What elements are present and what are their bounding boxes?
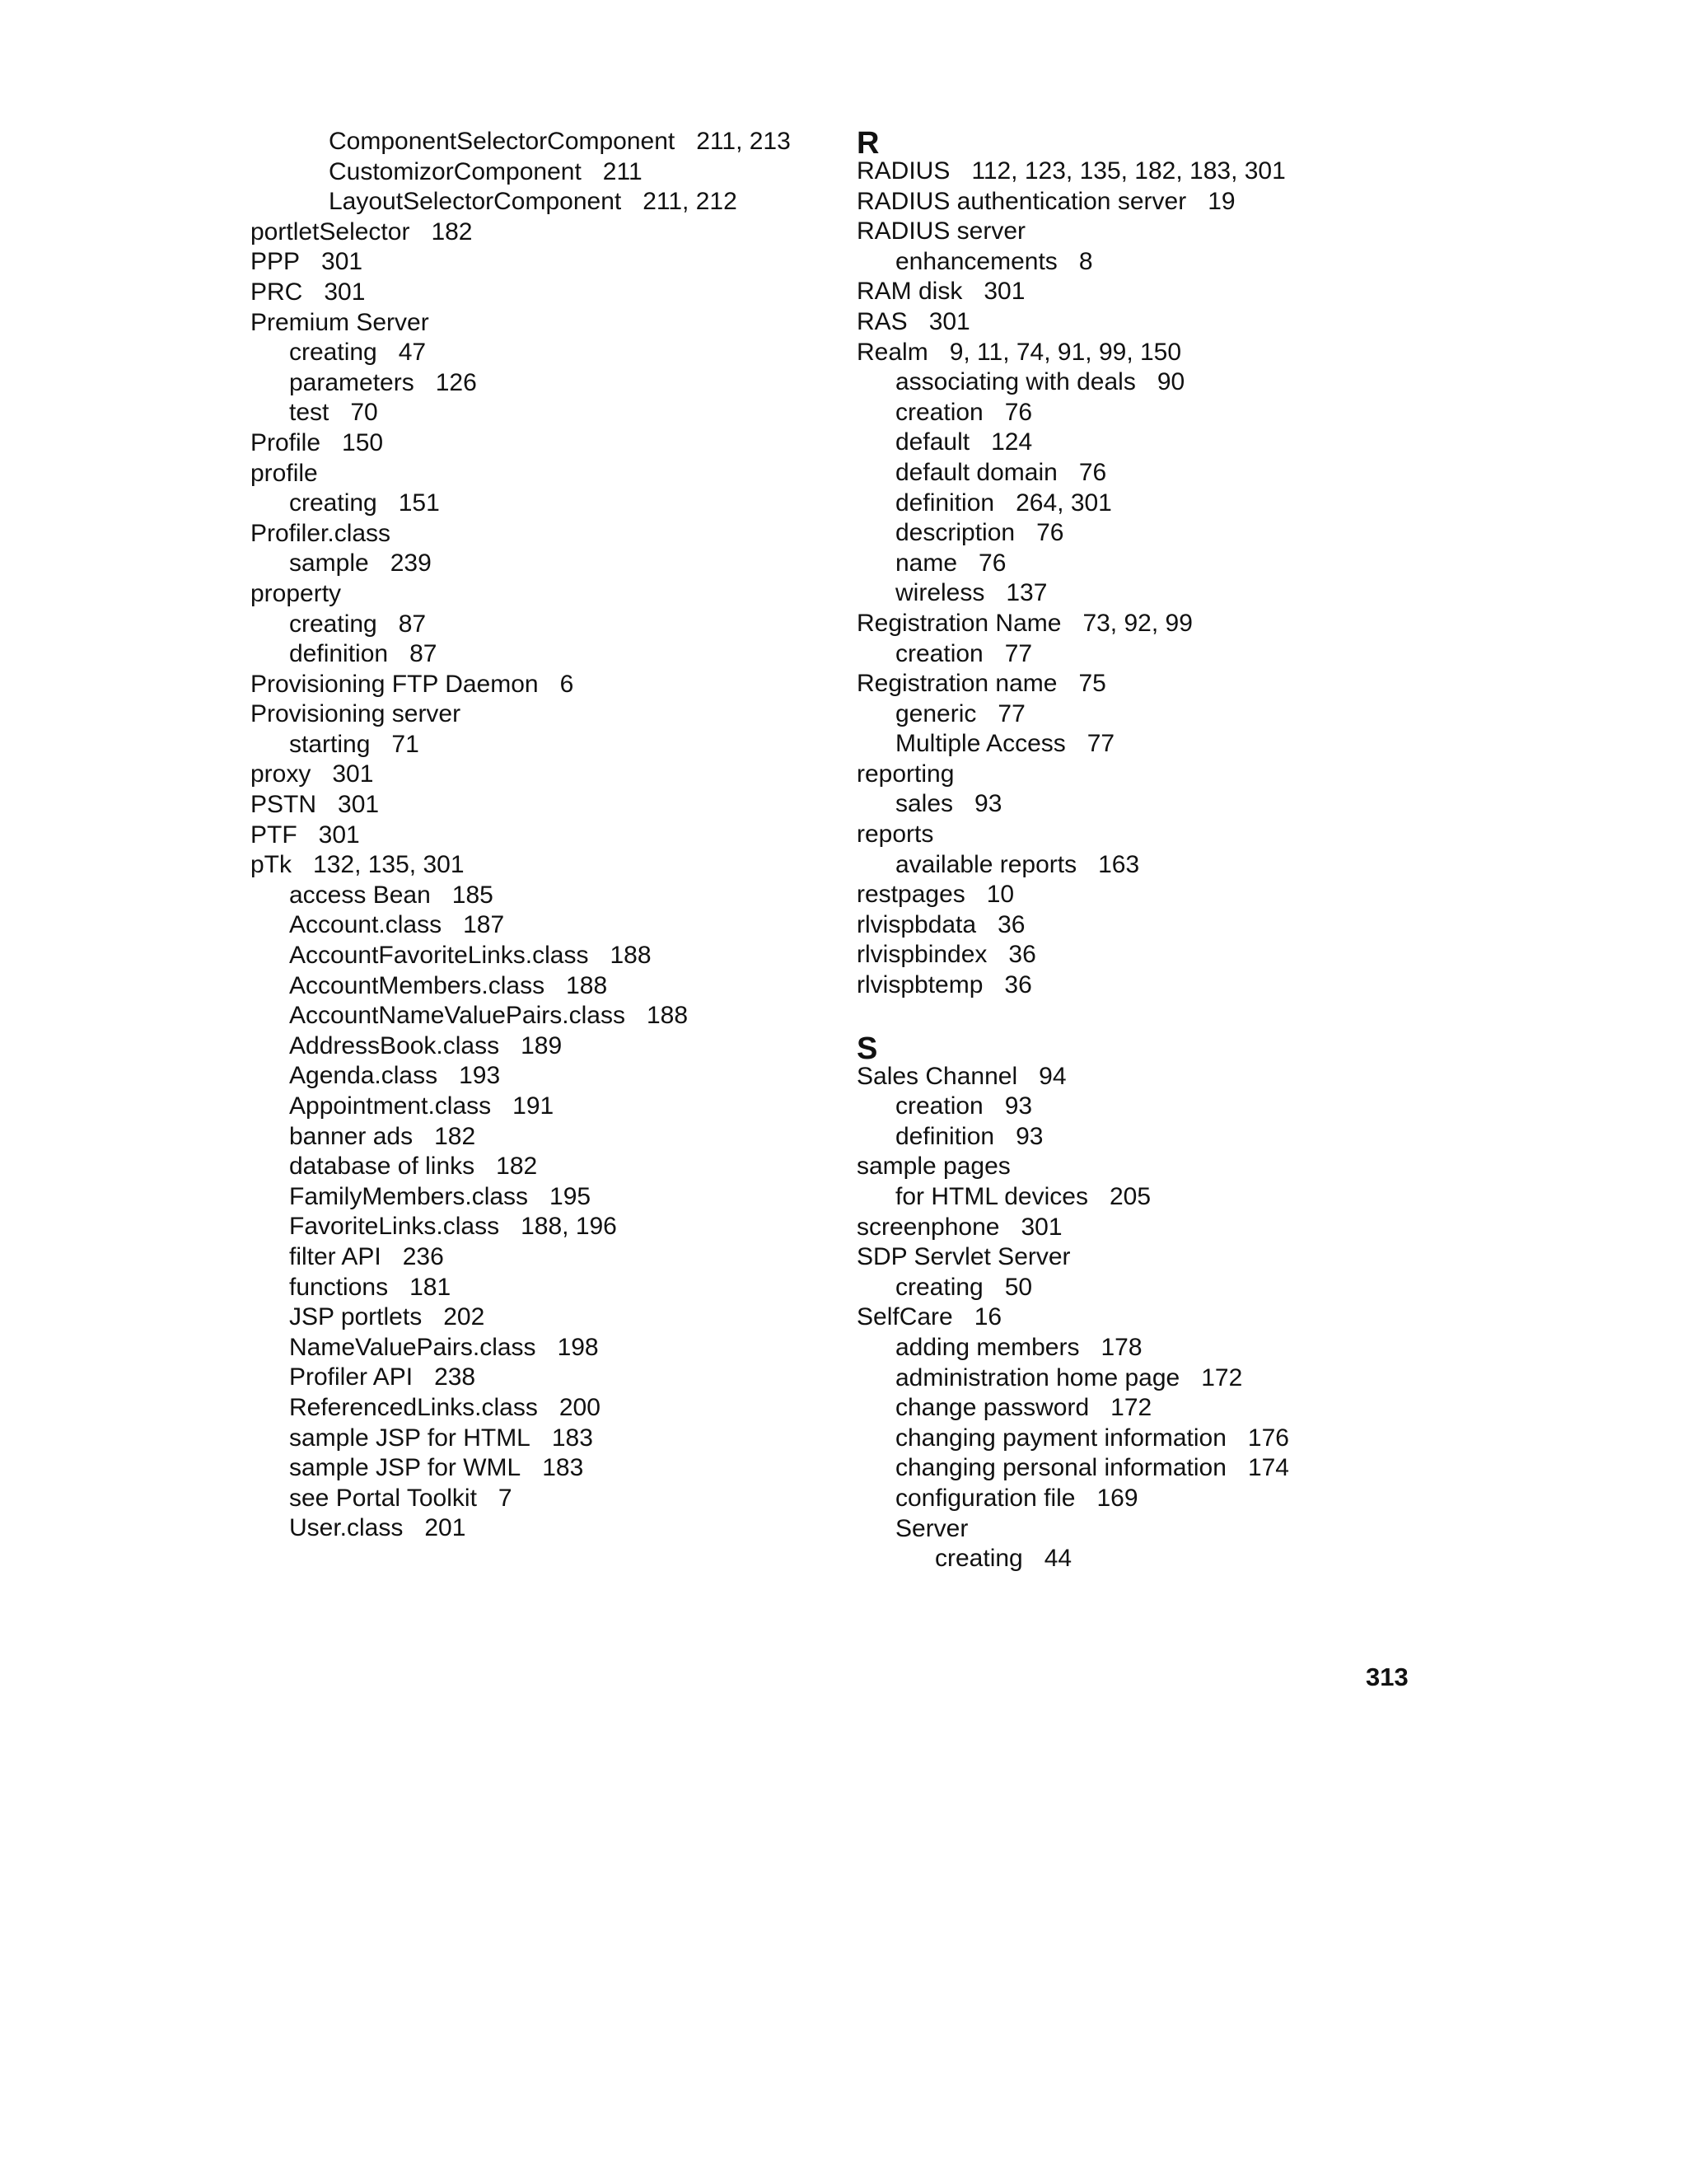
index-term: RAM disk [857, 278, 963, 306]
index-page-refs: 189 [521, 1031, 563, 1059]
index-term: reporting [857, 760, 955, 788]
index-entry [857, 760, 1384, 790]
index-page-refs: 182 [434, 1122, 476, 1150]
index-page-refs: 112, 123, 135, 182, 183, 301 [971, 157, 1286, 185]
index-term: ComponentSelectorComponent [329, 128, 675, 155]
index-term: Registration name [857, 670, 1058, 698]
index-entry [857, 307, 1384, 338]
index-entry [857, 699, 1384, 730]
index-term: test [289, 399, 329, 427]
index-term: sample JSP for WML [289, 1454, 521, 1482]
index-page-refs: 202 [443, 1303, 485, 1331]
index-entry [250, 1061, 844, 1092]
index-term: see Portal Toolkit [289, 1484, 477, 1512]
index-term: changing personal information [895, 1454, 1227, 1482]
index-entry [250, 1273, 844, 1303]
index-entry [250, 639, 844, 670]
index-term: functions [289, 1273, 389, 1301]
index-entry [250, 1484, 844, 1514]
index-term: Provisioning server [250, 700, 461, 728]
index-term: creating [289, 610, 377, 638]
index-entry [857, 518, 1384, 549]
index-page-refs: 188 [610, 942, 652, 970]
index-entry [250, 760, 844, 790]
index-entry [250, 187, 844, 217]
index-page-refs: 301 [324, 278, 366, 306]
index-term: CustomizorComponent [329, 157, 582, 185]
index-term: banner ads [289, 1122, 414, 1150]
index-entry [857, 1544, 1384, 1574]
index-page-refs: 301 [1021, 1213, 1063, 1241]
index-term: generic [895, 699, 977, 727]
index-term: definition [895, 489, 995, 517]
index-page-refs: 137 [1006, 579, 1048, 607]
index-page-refs: 9, 11, 74, 91, 99, 150 [949, 338, 1182, 366]
index-page-refs: 77 [1087, 730, 1115, 758]
index-page-refs: 47 [398, 339, 427, 367]
index-term: changing payment information [895, 1424, 1227, 1452]
index-column-left [250, 127, 844, 1544]
index-term: creating [289, 339, 377, 367]
index-entry [250, 1001, 844, 1031]
index-page-refs: 10 [986, 881, 1015, 909]
index-entry [250, 1212, 844, 1242]
index-term: Server [895, 1514, 969, 1542]
index-page-refs: 132, 135, 301 [313, 851, 465, 879]
index-page-refs: 182 [496, 1153, 538, 1181]
index-page-refs: 181 [409, 1273, 451, 1301]
index-term: default [895, 428, 970, 456]
index-entry [250, 670, 844, 700]
index-page-refs: 172 [1110, 1394, 1152, 1422]
index-entry [857, 910, 1384, 941]
index-page-refs: 75 [1078, 670, 1106, 698]
index-page-refs: 19 [1208, 187, 1236, 215]
index-term: JSP portlets [289, 1303, 423, 1331]
index-entry [857, 428, 1384, 458]
index-entry [250, 459, 844, 489]
index-entry [857, 820, 1384, 850]
index-page-refs: 238 [434, 1363, 476, 1391]
index-page-refs: 205 [1109, 1183, 1152, 1210]
index-entry [857, 338, 1384, 368]
index-page-refs: 185 [451, 881, 493, 909]
index-entry [857, 1242, 1384, 1273]
index-term: property [250, 579, 342, 607]
index-entry [857, 729, 1384, 760]
index-entry [250, 821, 844, 851]
index-entry [250, 489, 844, 519]
index-page-refs: 163 [1098, 850, 1140, 878]
index-entry [250, 217, 844, 248]
index-entry [857, 880, 1384, 910]
index-term: starting [289, 730, 371, 758]
index-entry [857, 1363, 1384, 1394]
index-page-refs: 211, 213 [696, 128, 791, 155]
index-page-refs: 191 [512, 1092, 554, 1120]
index-entry [250, 1363, 844, 1393]
index-page-refs: 151 [398, 489, 440, 517]
index-term: PPP [250, 248, 301, 276]
index-entry [250, 790, 844, 821]
index-entry [250, 730, 844, 760]
index-page-refs: 178 [1101, 1333, 1143, 1361]
index-entry [857, 549, 1384, 579]
index-entry [250, 308, 844, 339]
index-page-refs: 16 [974, 1303, 1002, 1331]
index-page-refs: 174 [1247, 1454, 1289, 1482]
index-entry [857, 1273, 1384, 1303]
index-entry [857, 1514, 1384, 1545]
index-entry [857, 458, 1384, 489]
index-term: access Bean [289, 881, 431, 909]
index-entry [857, 277, 1384, 307]
index-term: PTF [250, 821, 297, 849]
index-entry [250, 1242, 844, 1273]
index-page-refs: 301 [984, 278, 1026, 306]
index-page-refs: 301 [318, 821, 360, 849]
index-page-refs: 126 [435, 368, 477, 396]
index-page-refs: 176 [1247, 1424, 1289, 1452]
index-page-refs: 87 [398, 610, 427, 638]
index-term: definition [895, 1122, 995, 1150]
index-entry [250, 881, 844, 911]
index-entry [250, 1424, 844, 1454]
index-entry [857, 1152, 1384, 1182]
index-column-right [857, 127, 1384, 1574]
index-entry [250, 549, 844, 579]
index-entry [857, 1122, 1384, 1153]
index-term: Premium Server [250, 308, 429, 336]
index-term: Profile [250, 428, 321, 456]
section-letter: R [857, 126, 880, 161]
index-page-refs: 211, 212 [643, 188, 737, 216]
index-page-refs: 70 [350, 399, 378, 427]
index-term: User.class [289, 1514, 404, 1542]
index-term: wireless [895, 579, 985, 607]
index-page-refs: 169 [1096, 1484, 1138, 1512]
index-page-refs: 183 [542, 1454, 584, 1482]
index-term: default domain [895, 458, 1058, 486]
index-page-refs: 71 [391, 730, 419, 758]
index-page-refs: 6 [559, 670, 574, 698]
index-term: restpages [857, 881, 965, 909]
index-page-refs: 301 [321, 248, 363, 276]
index-page-refs: 50 [1004, 1273, 1033, 1301]
index-page-refs: 188 [566, 971, 608, 999]
index-term: SelfCare [857, 1303, 953, 1331]
index-entry [857, 247, 1384, 278]
index-page-refs: 150 [342, 428, 384, 456]
index-term: PRC [250, 278, 303, 306]
index-term: rlvispbindex [857, 941, 988, 969]
index-term: Realm [857, 338, 928, 366]
index-entry [857, 578, 1384, 609]
index-page-refs: 90 [1157, 368, 1185, 396]
index-entry [250, 1182, 844, 1213]
index-page-refs: 94 [1039, 1062, 1067, 1090]
index-entry [250, 1333, 844, 1363]
index-entry [857, 489, 1384, 519]
index-term: AccountMembers.class [289, 971, 545, 999]
index-term: portletSelector [250, 217, 410, 246]
index-term: Profiler API [289, 1363, 414, 1391]
index-page-refs: 76 [1004, 398, 1033, 426]
index-term: creation [895, 639, 984, 667]
index-term: rlvispbdata [857, 910, 977, 938]
index-entry [857, 639, 1384, 670]
index-page-refs: 77 [1004, 639, 1033, 667]
index-entry [857, 367, 1384, 398]
index-term: sample JSP for HTML [289, 1424, 530, 1452]
index-entry [250, 1513, 844, 1544]
index-entry [250, 1152, 844, 1182]
index-entry [857, 1393, 1384, 1424]
index-entry [857, 1453, 1384, 1484]
index-entry [250, 610, 844, 640]
index-term: Multiple Access [895, 730, 1066, 758]
index-page-refs: 187 [463, 911, 505, 939]
index-term: AddressBook.class [289, 1031, 500, 1059]
index-term: filter API [289, 1242, 381, 1270]
index-entry [250, 941, 844, 971]
index-page-refs: 183 [551, 1424, 593, 1452]
index-term: SDP Servlet Server [857, 1243, 1071, 1271]
index-term: RADIUS [857, 157, 951, 185]
index-entry [857, 1182, 1384, 1213]
index-page-refs: 236 [402, 1242, 444, 1270]
index-entry [250, 368, 844, 399]
index-term: Agenda.class [289, 1062, 438, 1090]
index-entry [250, 850, 844, 881]
index-entry [857, 850, 1384, 881]
index-entry [857, 217, 1384, 247]
index-term: sample [289, 550, 369, 578]
index-page-refs: 124 [991, 428, 1033, 456]
page-number: 313 [1366, 1663, 1409, 1691]
index-page-refs: 7 [498, 1484, 512, 1512]
index-entry [250, 1031, 844, 1062]
index-page-refs: 301 [928, 307, 970, 335]
index-entry [250, 338, 844, 368]
index-term: creation [895, 398, 984, 426]
index-term: RAS [857, 307, 908, 335]
index-entry [250, 1302, 844, 1333]
index-entry [250, 971, 844, 1002]
index-term: AccountNameValuePairs.class [289, 1002, 625, 1030]
index-term: definition [289, 640, 389, 668]
index-page-refs: 76 [979, 549, 1007, 577]
index-term: creating [895, 1273, 984, 1301]
index-term: sample pages [857, 1153, 1011, 1181]
index-entry [857, 398, 1384, 428]
index-entry [250, 910, 844, 941]
index-entry [857, 1302, 1384, 1333]
index-term: enhancements [895, 247, 1058, 275]
index-term: change password [895, 1394, 1090, 1422]
index-entry [857, 970, 1384, 1001]
index-page-refs: 36 [1008, 941, 1036, 969]
index-page-refs: 36 [998, 910, 1026, 938]
index-term: screenphone [857, 1213, 1000, 1241]
index-entry [250, 1393, 844, 1424]
index-entry [857, 1424, 1384, 1454]
index-page-refs: 188 [646, 1002, 689, 1030]
index-term: Appointment.class [289, 1092, 492, 1120]
index-entry [857, 1484, 1384, 1514]
index-term: parameters [289, 368, 414, 396]
section-gap [857, 1001, 1384, 1032]
index-entry [250, 278, 844, 308]
index-entry [857, 1333, 1384, 1363]
index-term: proxy [250, 760, 311, 788]
index-term: rlvispbtemp [857, 971, 984, 999]
index-page-refs: 172 [1201, 1363, 1243, 1391]
index-entry [857, 789, 1384, 820]
index-page-refs: 76 [1036, 519, 1064, 547]
index-term: PSTN [250, 791, 317, 819]
index-term: associating with deals [895, 368, 1136, 396]
index-term: description [895, 519, 1016, 547]
index-entry [857, 1062, 1384, 1092]
index-page-refs: 93 [974, 790, 1002, 818]
index-term: Registration Name [857, 609, 1062, 637]
index-page-refs: 201 [424, 1514, 466, 1542]
index-term: creation [895, 1092, 984, 1120]
index-term: administration home page [895, 1363, 1180, 1391]
index-term: pTk [250, 851, 292, 879]
index-entry [250, 699, 844, 730]
index-page-refs: 301 [338, 791, 380, 819]
index-term: AccountFavoriteLinks.class [289, 942, 589, 970]
index-entry [857, 669, 1384, 699]
index-entry [857, 1092, 1384, 1122]
index-entry [250, 1453, 844, 1484]
index-entry [250, 1092, 844, 1122]
index-term: adding members [895, 1333, 1080, 1361]
index-entry [250, 247, 844, 278]
index-term: RADIUS server [857, 217, 1026, 246]
index-term: database of links [289, 1153, 475, 1181]
index-page-refs: 76 [1078, 458, 1107, 486]
index-page-refs: 44 [1044, 1545, 1072, 1573]
index-term: ReferencedLinks.class [289, 1393, 538, 1421]
index-entry [857, 1213, 1384, 1243]
index-entry [250, 398, 844, 428]
index-term: available reports [895, 850, 1077, 878]
index-page-refs: 301 [332, 760, 374, 788]
index-term: for HTML devices [895, 1183, 1088, 1210]
index-page-refs: 198 [557, 1333, 599, 1361]
index-entry [857, 609, 1384, 639]
index-page-refs: 188, 196 [521, 1213, 617, 1241]
index-page-refs: 93 [1004, 1092, 1033, 1120]
index-page-refs: 195 [549, 1182, 591, 1210]
index-term: reports [857, 821, 934, 849]
index-entry [250, 428, 844, 459]
index-entry [250, 579, 844, 610]
index-entry [250, 127, 844, 157]
index-entry [250, 519, 844, 550]
index-term: NameValuePairs.class [289, 1333, 536, 1361]
index-page-refs: 200 [558, 1393, 600, 1421]
index-term: FavoriteLinks.class [289, 1213, 500, 1241]
index-term: Sales Channel [857, 1062, 1018, 1090]
index-page-refs: 239 [390, 550, 432, 578]
index-term: LayoutSelectorComponent [329, 188, 622, 216]
index-term: creating [935, 1545, 1023, 1573]
index-term: Provisioning FTP Daemon [250, 670, 539, 698]
index-term: FamilyMembers.class [289, 1182, 529, 1210]
index-page-refs: 73, 92, 99 [1082, 609, 1193, 637]
index-page-refs: 77 [998, 699, 1026, 727]
index-page-refs: 211 [602, 157, 643, 185]
index-term: creating [289, 489, 377, 517]
index-term: RADIUS authentication server [857, 187, 1187, 215]
index-term: Account.class [289, 911, 442, 939]
index-entry [857, 187, 1384, 217]
section-letter: S [857, 1031, 878, 1066]
index-page-refs: 193 [459, 1062, 501, 1090]
index-page-refs: 36 [1004, 971, 1032, 999]
index-term: configuration file [895, 1484, 1076, 1512]
index-page-refs: 8 [1078, 247, 1093, 275]
index-term: name [895, 549, 958, 577]
index-term: sales [895, 790, 954, 818]
index-page-refs: 182 [431, 217, 473, 246]
index-page-refs: 87 [409, 640, 437, 668]
index-term: Profiler.class [250, 519, 391, 547]
index-entry [250, 1122, 844, 1153]
index-term: profile [250, 459, 318, 487]
index-page-refs: 93 [1016, 1122, 1044, 1150]
index-entry [250, 157, 844, 188]
index-entry [857, 157, 1384, 187]
index-entry [857, 940, 1384, 970]
index-page-refs: 264, 301 [1016, 489, 1112, 517]
